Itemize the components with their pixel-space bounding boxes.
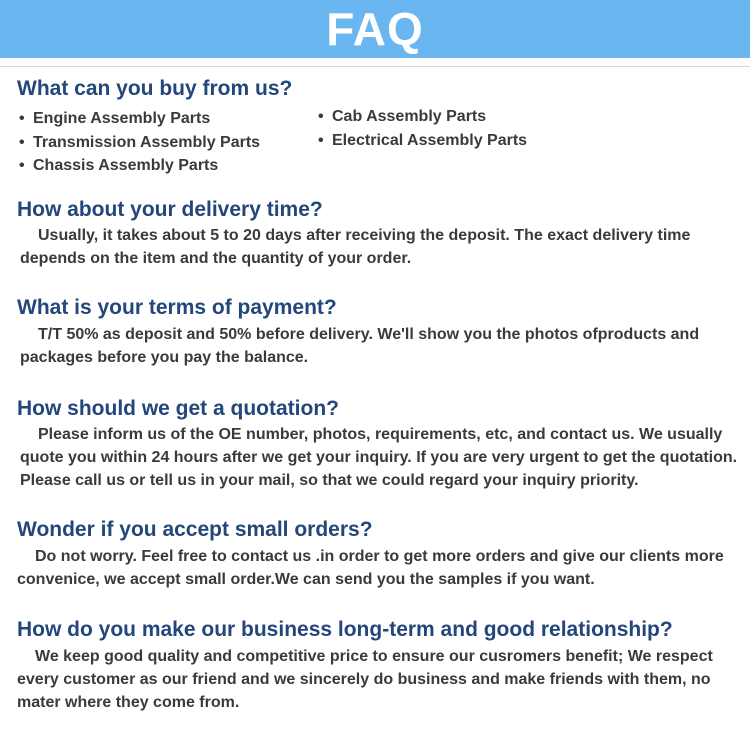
faq-answer-quotation — [20, 423, 740, 492]
list-item: • Engine Assembly Parts — [19, 107, 260, 131]
list-item: • Transmission Assembly Parts — [19, 131, 260, 155]
answer-line: mater where they come from. — [17, 694, 240, 711]
faq-question-payment: What is your terms of payment? — [17, 296, 337, 319]
faq-question-products: What can you buy from us? — [17, 77, 293, 100]
faq-answer-relationship — [17, 645, 737, 714]
list-item: • Cab Assembly Parts — [318, 105, 527, 129]
answer-line: packages before you pay the balance. — [20, 349, 309, 366]
faq-question-quotation: How should we get a quotation? — [17, 397, 339, 420]
bullet-icon: • — [318, 131, 324, 149]
answer-line: T/T 50% as deposit and 50% before delivery. We'll show you the photos ofproducts and — [38, 326, 700, 343]
answer-line: Do not worry. Feel free to contact us .in order to get more orders and give our clients more — [35, 548, 724, 565]
answer-line: quote you within 24 hours after we get your inquiry. If you are very urgent to get the quotation. — [20, 449, 738, 466]
answer-line: depends on the item and the quantity of your order. — [20, 250, 412, 267]
bullet-icon: • — [19, 157, 25, 174]
answer-line: We keep good quality and competitive price to ensure our cusromers benefit; We respect — [35, 648, 713, 665]
faq-question-small-orders: Wonder if you accept small orders? — [17, 518, 373, 541]
answer-line: convenice, we accept small order.We can send you the samples if you want. — [17, 571, 595, 588]
list-item: • Electrical Assembly Parts — [318, 129, 527, 153]
answer-line: every customer as our friend and we sincerely do business and make friends with them, no — [17, 671, 711, 688]
product-list-right — [318, 105, 527, 152]
faq-question-delivery: How about your delivery time? — [17, 198, 323, 221]
faq-answer-small-orders — [17, 545, 737, 591]
header-divider — [0, 66, 750, 67]
list-item: • Chassis Assembly Parts — [19, 154, 260, 178]
bullet-icon: • — [19, 110, 25, 127]
answer-line: Usually, it takes about 5 to 20 days after receiving the deposit. The exact delivery time — [38, 227, 691, 244]
bullet-icon: • — [318, 108, 324, 125]
bullet-icon: • — [19, 133, 25, 151]
faq-answer-payment — [20, 323, 740, 369]
answer-line: Please call us or tell us in your mail, so that we could regard your inquiry priority. — [20, 472, 639, 489]
faq-question-relationship: How do you make our business long-term and good relationship? — [17, 618, 673, 641]
faq-header-banner — [0, 0, 750, 58]
product-list-left — [19, 107, 260, 178]
answer-line: Please inform us of the OE number, photos, requirements, etc, and contact us. We usually — [38, 426, 723, 443]
faq-answer-delivery — [20, 224, 740, 270]
page-title: FAQ — [326, 3, 424, 55]
